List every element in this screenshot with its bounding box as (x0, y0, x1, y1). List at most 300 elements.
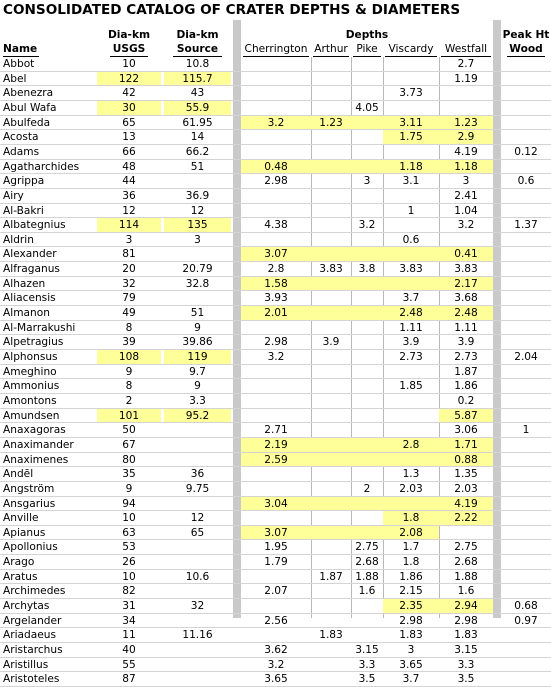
cell-usgs[interactable]: 10 (122, 570, 136, 583)
cell-westfall[interactable]: 2.41 (454, 189, 478, 202)
cell-arthur[interactable] (311, 306, 351, 321)
header-westfall[interactable]: Westfall (444, 43, 488, 55)
cell-pike[interactable] (351, 365, 383, 380)
cell-wood[interactable] (501, 409, 551, 424)
cell-wood[interactable]: 0.97 (514, 614, 538, 627)
cell-westfall[interactable]: 1.23 (439, 116, 493, 131)
cell-usgs[interactable]: 65 (122, 116, 136, 129)
cell-cherrington[interactable] (241, 599, 311, 614)
cell-name[interactable]: Amontons (3, 394, 57, 407)
cell-arthur[interactable] (311, 394, 351, 409)
cell-pike[interactable] (351, 628, 383, 643)
cell-usgs[interactable]: 12 (122, 204, 136, 217)
cell-westfall[interactable]: 4.19 (439, 497, 493, 512)
cell-name[interactable]: Apianus (3, 526, 46, 539)
cell-arthur[interactable] (311, 614, 351, 629)
cell-pike[interactable]: 2.68 (355, 556, 379, 569)
cell-usgs[interactable]: 48 (122, 160, 136, 173)
cell-viscardy[interactable]: 2.73 (399, 351, 423, 363)
cell-cherrington[interactable] (241, 570, 311, 585)
cell-arthur[interactable] (311, 409, 351, 424)
cell-name[interactable]: Al-Bakri (3, 204, 44, 217)
cell-viscardy[interactable]: 1.8 (402, 556, 420, 569)
cell-name[interactable]: Abulfeda (3, 116, 51, 129)
cell-usgs[interactable]: 39 (122, 336, 136, 349)
cell-westfall[interactable]: 1.04 (454, 204, 478, 217)
cell-usgs[interactable]: 50 (122, 424, 136, 437)
cell-usgs[interactable]: 53 (122, 541, 136, 554)
cell-source[interactable]: 36.9 (185, 189, 210, 202)
cell-cherrington[interactable]: 3.62 (264, 644, 288, 656)
cell-source[interactable]: 119 (164, 350, 231, 365)
cell-source[interactable] (164, 291, 231, 306)
cell-arthur[interactable] (311, 540, 351, 555)
cell-source[interactable]: 36 (190, 468, 205, 481)
cell-usgs[interactable]: 9 (125, 365, 133, 378)
cell-cherrington[interactable]: 2.98 (264, 175, 288, 188)
cell-source[interactable]: 51 (190, 307, 205, 320)
cell-cherrington[interactable]: 3.65 (264, 673, 288, 686)
cell-source[interactable] (164, 174, 231, 189)
cell-arthur[interactable] (311, 321, 351, 336)
cell-viscardy[interactable] (383, 218, 439, 233)
cell-cherrington[interactable]: 2.98 (264, 336, 288, 349)
cell-wood[interactable] (501, 204, 551, 219)
cell-cherrington[interactable] (241, 145, 311, 160)
cell-name[interactable]: Aristillus (3, 658, 49, 671)
cell-name[interactable]: Alhazen (3, 277, 46, 290)
cell-cherrington[interactable] (241, 233, 311, 248)
cell-source[interactable]: 9 (194, 321, 201, 334)
cell-name[interactable]: Archimedes (3, 585, 66, 598)
cell-westfall[interactable]: 3.68 (454, 292, 478, 305)
cell-westfall[interactable] (439, 526, 493, 541)
cell-pike[interactable] (351, 599, 383, 614)
cell-westfall[interactable]: 1.83 (454, 629, 478, 642)
cell-arthur[interactable] (311, 672, 351, 687)
cell-name[interactable]: Almanon (3, 307, 50, 320)
cell-cherrington[interactable] (241, 379, 311, 394)
cell-arthur[interactable] (311, 555, 351, 570)
cell-westfall[interactable]: 2.17 (439, 277, 493, 292)
cell-name[interactable]: Alfraganus (3, 263, 60, 276)
cell-viscardy[interactable]: 1.18 (383, 160, 439, 175)
cell-source[interactable] (164, 247, 231, 262)
cell-source[interactable] (164, 555, 231, 570)
cell-pike[interactable] (351, 86, 383, 101)
header-dia-km-usgs-top[interactable]: Dia-km (107, 29, 151, 41)
cell-arthur[interactable] (311, 379, 351, 394)
cell-name[interactable]: Agatharchides (3, 160, 80, 173)
cell-source[interactable]: 20.79 (182, 263, 213, 276)
cell-wood[interactable] (501, 365, 551, 380)
cell-usgs[interactable]: 9 (125, 482, 133, 495)
cell-pike[interactable] (351, 614, 383, 629)
cell-usgs[interactable]: 40 (122, 644, 136, 656)
cell-arthur[interactable] (311, 204, 351, 219)
cell-westfall[interactable]: 1.19 (454, 72, 478, 85)
cell-viscardy[interactable]: 0.6 (402, 233, 420, 246)
cell-source[interactable]: 3 (194, 233, 201, 246)
cell-wood[interactable] (501, 482, 551, 497)
cell-pike[interactable]: 3.5 (358, 673, 376, 686)
cell-westfall[interactable]: 5.87 (439, 409, 493, 424)
cell-name[interactable]: Abel (3, 72, 27, 85)
cell-pike[interactable] (351, 145, 383, 160)
cell-usgs[interactable]: 8 (125, 380, 133, 393)
cell-wood[interactable] (501, 291, 551, 306)
cell-wood[interactable] (501, 658, 551, 673)
cell-viscardy[interactable] (383, 497, 439, 512)
cell-wood[interactable] (501, 335, 551, 350)
cell-viscardy[interactable] (383, 72, 439, 87)
cell-westfall[interactable]: 0.41 (439, 247, 493, 262)
cell-viscardy[interactable] (383, 247, 439, 262)
cell-viscardy[interactable]: 3.65 (399, 658, 423, 671)
cell-cherrington[interactable]: 2.8 (267, 263, 285, 276)
header-peak-ht[interactable]: Peak Ht (502, 29, 550, 41)
header-cherrington[interactable]: Cherrington (244, 43, 308, 55)
cell-cherrington[interactable] (241, 628, 311, 643)
cell-arthur[interactable] (311, 365, 351, 380)
cell-westfall[interactable]: 0.88 (439, 453, 493, 468)
cell-wood[interactable] (501, 555, 551, 570)
cell-pike[interactable] (351, 335, 383, 350)
cell-name[interactable]: Ameghino (3, 365, 57, 378)
cell-cherrington[interactable]: 2.71 (264, 424, 288, 437)
header-wood[interactable]: Wood (509, 43, 543, 55)
cell-wood[interactable] (501, 628, 551, 643)
cell-westfall[interactable]: 3.83 (454, 263, 478, 276)
cell-westfall[interactable]: 1.88 (454, 570, 478, 583)
cell-source[interactable]: 9.75 (185, 482, 210, 495)
cell-wood[interactable] (501, 379, 551, 394)
cell-westfall[interactable]: 3.06 (454, 424, 478, 437)
cell-arthur[interactable] (311, 291, 351, 306)
cell-pike[interactable]: 1.6 (358, 585, 376, 598)
cell-source[interactable]: 12 (190, 512, 205, 525)
cell-viscardy[interactable]: 2.8 (383, 438, 439, 453)
cell-wood[interactable] (501, 72, 551, 87)
cell-pike[interactable] (351, 189, 383, 204)
cell-viscardy[interactable] (383, 409, 439, 424)
cell-usgs[interactable]: 13 (122, 131, 136, 144)
header-name[interactable]: Name (3, 43, 38, 55)
cell-viscardy[interactable]: 2.03 (399, 482, 423, 495)
cell-pike[interactable]: 1.88 (355, 570, 379, 583)
cell-name[interactable]: Adams (3, 145, 40, 158)
cell-usgs[interactable]: 114 (97, 218, 161, 233)
cell-pike[interactable]: 3.8 (358, 263, 376, 276)
cell-source[interactable]: 32.8 (185, 277, 210, 290)
cell-usgs[interactable]: 44 (122, 175, 136, 188)
cell-name[interactable]: Alexander (3, 248, 57, 261)
cell-usgs[interactable]: 81 (122, 248, 136, 261)
cell-wood[interactable] (501, 160, 551, 175)
cell-viscardy[interactable]: 3.73 (399, 87, 423, 100)
cell-cherrington[interactable]: 3.2 (267, 658, 285, 671)
cell-cherrington[interactable]: 3.04 (241, 497, 311, 512)
header-dia-km-source-top[interactable]: Dia-km (176, 29, 219, 41)
cell-cherrington[interactable] (241, 130, 311, 145)
cell-viscardy[interactable] (383, 145, 439, 160)
cell-name[interactable]: Alpetragius (3, 336, 64, 349)
cell-name[interactable]: Albategnius (3, 219, 66, 232)
cell-cherrington[interactable] (241, 394, 311, 409)
cell-cherrington[interactable] (241, 204, 311, 219)
cell-usgs[interactable]: 11 (122, 629, 136, 642)
cell-source[interactable]: 115.7 (164, 72, 231, 87)
cell-arthur[interactable] (311, 174, 351, 189)
cell-cherrington[interactable]: 2.01 (241, 306, 311, 321)
cell-cherrington[interactable]: 3.2 (267, 351, 285, 363)
cell-westfall[interactable]: 1.87 (454, 365, 478, 378)
cell-pike[interactable] (351, 160, 383, 175)
cell-usgs[interactable]: 55 (122, 658, 136, 671)
cell-westfall[interactable]: 2.22 (439, 511, 493, 526)
cell-wood[interactable] (501, 438, 551, 453)
cell-cherrington[interactable]: 1.79 (264, 556, 288, 569)
cell-source[interactable]: 65 (190, 526, 205, 539)
cell-usgs[interactable]: 35 (122, 468, 136, 481)
cell-arthur[interactable] (311, 643, 351, 658)
cell-viscardy[interactable]: 1.7 (402, 541, 420, 554)
cell-pike[interactable]: 3.15 (355, 644, 379, 656)
cell-viscardy[interactable]: 2.08 (383, 526, 439, 541)
cell-name[interactable]: Argelander (3, 614, 62, 627)
cell-usgs[interactable]: 49 (122, 307, 136, 320)
cell-wood[interactable] (501, 262, 551, 277)
cell-source[interactable]: 11.16 (182, 629, 213, 642)
cell-arthur[interactable] (311, 497, 351, 512)
cell-name[interactable]: Abul Wafa (3, 101, 57, 114)
cell-pike[interactable] (351, 57, 383, 72)
cell-pike[interactable] (351, 204, 383, 219)
cell-arthur[interactable] (311, 599, 351, 614)
cell-name[interactable]: Amundsen (3, 409, 60, 422)
cell-usgs[interactable]: 66 (122, 145, 136, 158)
cell-viscardy[interactable]: 2.35 (383, 599, 439, 614)
cell-arthur[interactable] (311, 453, 351, 468)
cell-westfall[interactable]: 3.2 (457, 219, 475, 232)
cell-westfall[interactable] (439, 233, 493, 248)
cell-viscardy[interactable]: 1.85 (399, 380, 423, 393)
cell-source[interactable]: 95.2 (164, 409, 231, 424)
cell-name[interactable]: Anaxagoras (3, 424, 66, 437)
cell-arthur[interactable] (311, 72, 351, 87)
cell-westfall[interactable]: 1.35 (454, 468, 478, 481)
cell-arthur[interactable] (311, 189, 351, 204)
cell-wood[interactable] (501, 233, 551, 248)
cell-usgs[interactable]: 31 (122, 600, 136, 613)
cell-westfall[interactable]: 2.68 (454, 556, 478, 569)
cell-usgs[interactable]: 3 (125, 233, 133, 246)
cell-westfall[interactable]: 3.9 (457, 336, 475, 349)
cell-source[interactable]: 43 (190, 87, 205, 100)
cell-pike[interactable] (351, 247, 383, 262)
cell-pike[interactable]: 3.2 (358, 219, 376, 232)
cell-wood[interactable] (501, 394, 551, 409)
cell-arthur[interactable] (311, 511, 351, 526)
cell-arthur[interactable] (311, 277, 351, 292)
cell-wood[interactable]: 2.04 (514, 351, 538, 363)
cell-westfall[interactable]: 1.11 (454, 321, 478, 334)
header-source[interactable]: Source (176, 43, 219, 55)
cell-wood[interactable] (501, 467, 551, 482)
cell-cherrington[interactable] (241, 86, 311, 101)
cell-viscardy[interactable] (383, 365, 439, 380)
cell-source[interactable] (164, 540, 231, 555)
cell-westfall[interactable]: 0.2 (457, 394, 475, 407)
cell-wood[interactable] (501, 321, 551, 336)
cell-source[interactable]: 10.8 (185, 58, 210, 70)
cell-wood[interactable] (501, 570, 551, 585)
cell-westfall[interactable]: 1.71 (439, 438, 493, 453)
cell-wood[interactable] (501, 526, 551, 541)
cell-source[interactable] (164, 584, 231, 599)
cell-pike[interactable] (351, 453, 383, 468)
cell-name[interactable]: Andēl (3, 468, 34, 481)
cell-wood[interactable] (501, 247, 551, 262)
cell-cherrington[interactable] (241, 101, 311, 116)
cell-name[interactable]: Alphonsus (3, 351, 58, 363)
cell-westfall[interactable]: 3.3 (457, 658, 475, 671)
cell-pike[interactable]: 4.05 (355, 101, 379, 114)
cell-name[interactable]: Ariadaeus (3, 629, 57, 642)
cell-name[interactable]: Archytas (3, 600, 50, 613)
cell-usgs[interactable]: 108 (97, 350, 161, 365)
cell-cherrington[interactable]: 2.56 (264, 614, 288, 627)
cell-pike[interactable] (351, 321, 383, 336)
cell-source[interactable]: 61.95 (182, 116, 213, 129)
cell-usgs[interactable]: 80 (122, 453, 136, 466)
cell-usgs[interactable]: 42 (122, 87, 136, 100)
cell-pike[interactable] (351, 350, 383, 365)
cell-name[interactable]: Airy (3, 189, 24, 202)
cell-pike[interactable] (351, 511, 383, 526)
cell-usgs[interactable]: 26 (122, 556, 136, 569)
cell-cherrington[interactable]: 0.48 (241, 160, 311, 175)
cell-name[interactable]: Ansgarius (3, 497, 56, 510)
cell-westfall[interactable]: 2.03 (454, 482, 478, 495)
cell-arthur[interactable] (311, 247, 351, 262)
cell-viscardy[interactable]: 3.7 (402, 292, 420, 305)
cell-pike[interactable] (351, 72, 383, 87)
cell-pike[interactable]: 2.75 (355, 541, 379, 554)
header-pike[interactable]: Pike (356, 43, 378, 55)
cell-viscardy[interactable] (383, 57, 439, 72)
cell-viscardy[interactable]: 2.98 (399, 614, 423, 627)
cell-pike[interactable] (351, 116, 383, 131)
header-usgs[interactable]: USGS (112, 43, 146, 55)
cell-source[interactable]: 3.3 (189, 394, 206, 407)
cell-viscardy[interactable] (383, 277, 439, 292)
cell-usgs[interactable]: 36 (122, 189, 136, 202)
cell-viscardy[interactable]: 3.9 (402, 336, 420, 349)
cell-wood[interactable] (501, 672, 551, 687)
cell-arthur[interactable] (311, 350, 351, 365)
cell-arthur[interactable]: 1.83 (319, 629, 343, 642)
cell-source[interactable] (164, 438, 231, 453)
cell-arthur[interactable]: 3.9 (322, 336, 340, 349)
cell-westfall[interactable]: 2.9 (439, 130, 493, 145)
cell-viscardy[interactable] (383, 423, 439, 438)
cell-viscardy[interactable]: 1.75 (383, 130, 439, 145)
cell-wood[interactable] (501, 306, 551, 321)
cell-pike[interactable] (351, 526, 383, 541)
cell-pike[interactable] (351, 291, 383, 306)
cell-arthur[interactable] (311, 467, 351, 482)
cell-source[interactable]: 10.6 (185, 570, 210, 583)
cell-arthur[interactable] (311, 482, 351, 497)
cell-viscardy[interactable]: 1 (407, 204, 415, 217)
cell-cherrington[interactable]: 3.93 (264, 292, 288, 305)
cell-cherrington[interactable] (241, 482, 311, 497)
cell-viscardy[interactable]: 1.86 (399, 570, 423, 583)
cell-cherrington[interactable]: 4.38 (264, 219, 288, 232)
cell-pike[interactable] (351, 423, 383, 438)
cell-arthur[interactable] (311, 57, 351, 72)
cell-name[interactable]: Aristarchus (3, 644, 63, 656)
cell-name[interactable]: Anaximenes (3, 453, 69, 466)
cell-cherrington[interactable] (241, 511, 311, 526)
cell-name[interactable]: Al-Marrakushi (3, 321, 76, 334)
cell-viscardy[interactable] (383, 189, 439, 204)
cell-usgs[interactable]: 122 (97, 72, 161, 87)
cell-arthur[interactable] (311, 130, 351, 145)
cell-arthur[interactable] (311, 423, 351, 438)
cell-name[interactable]: Aldrin (3, 233, 34, 246)
cell-viscardy[interactable]: 1.83 (399, 629, 423, 642)
cell-wood[interactable] (501, 584, 551, 599)
cell-pike[interactable] (351, 438, 383, 453)
cell-westfall[interactable]: 3 (462, 175, 470, 188)
cell-usgs[interactable]: 34 (122, 614, 136, 627)
cell-cherrington[interactable]: 3.2 (241, 116, 311, 131)
cell-westfall[interactable]: 2.48 (439, 306, 493, 321)
cell-wood[interactable]: 1 (522, 424, 530, 437)
cell-viscardy[interactable] (383, 453, 439, 468)
cell-cherrington[interactable]: 2.59 (241, 453, 311, 468)
cell-name[interactable]: Aristoteles (3, 673, 60, 686)
cell-cherrington[interactable] (241, 72, 311, 87)
cell-name[interactable]: Apollonius (3, 541, 58, 554)
cell-viscardy[interactable]: 3.11 (383, 116, 439, 131)
cell-pike[interactable]: 3.3 (358, 658, 376, 671)
cell-wood[interactable] (501, 189, 551, 204)
cell-source[interactable] (164, 672, 231, 687)
cell-name[interactable]: Abenezra (3, 87, 54, 100)
cell-cherrington[interactable]: 1.58 (241, 277, 311, 292)
cell-source[interactable] (164, 658, 231, 673)
cell-source[interactable]: 66.2 (185, 145, 210, 158)
cell-usgs[interactable]: 10 (122, 512, 136, 525)
cell-viscardy[interactable] (383, 394, 439, 409)
cell-arthur[interactable] (311, 526, 351, 541)
cell-pike[interactable] (351, 379, 383, 394)
cell-wood[interactable] (501, 453, 551, 468)
cell-viscardy[interactable]: 2.48 (383, 306, 439, 321)
cell-wood[interactable]: 0.68 (514, 600, 538, 613)
cell-name[interactable]: Anaximander (3, 438, 74, 451)
cell-usgs[interactable]: 79 (122, 292, 136, 305)
cell-viscardy[interactable]: 1.11 (399, 321, 423, 334)
cell-wood[interactable] (501, 101, 551, 116)
cell-source[interactable]: 9.7 (189, 365, 206, 378)
cell-westfall[interactable]: 3.5 (457, 673, 475, 686)
cell-source[interactable] (164, 643, 231, 658)
cell-cherrington[interactable]: 3.07 (241, 526, 311, 541)
